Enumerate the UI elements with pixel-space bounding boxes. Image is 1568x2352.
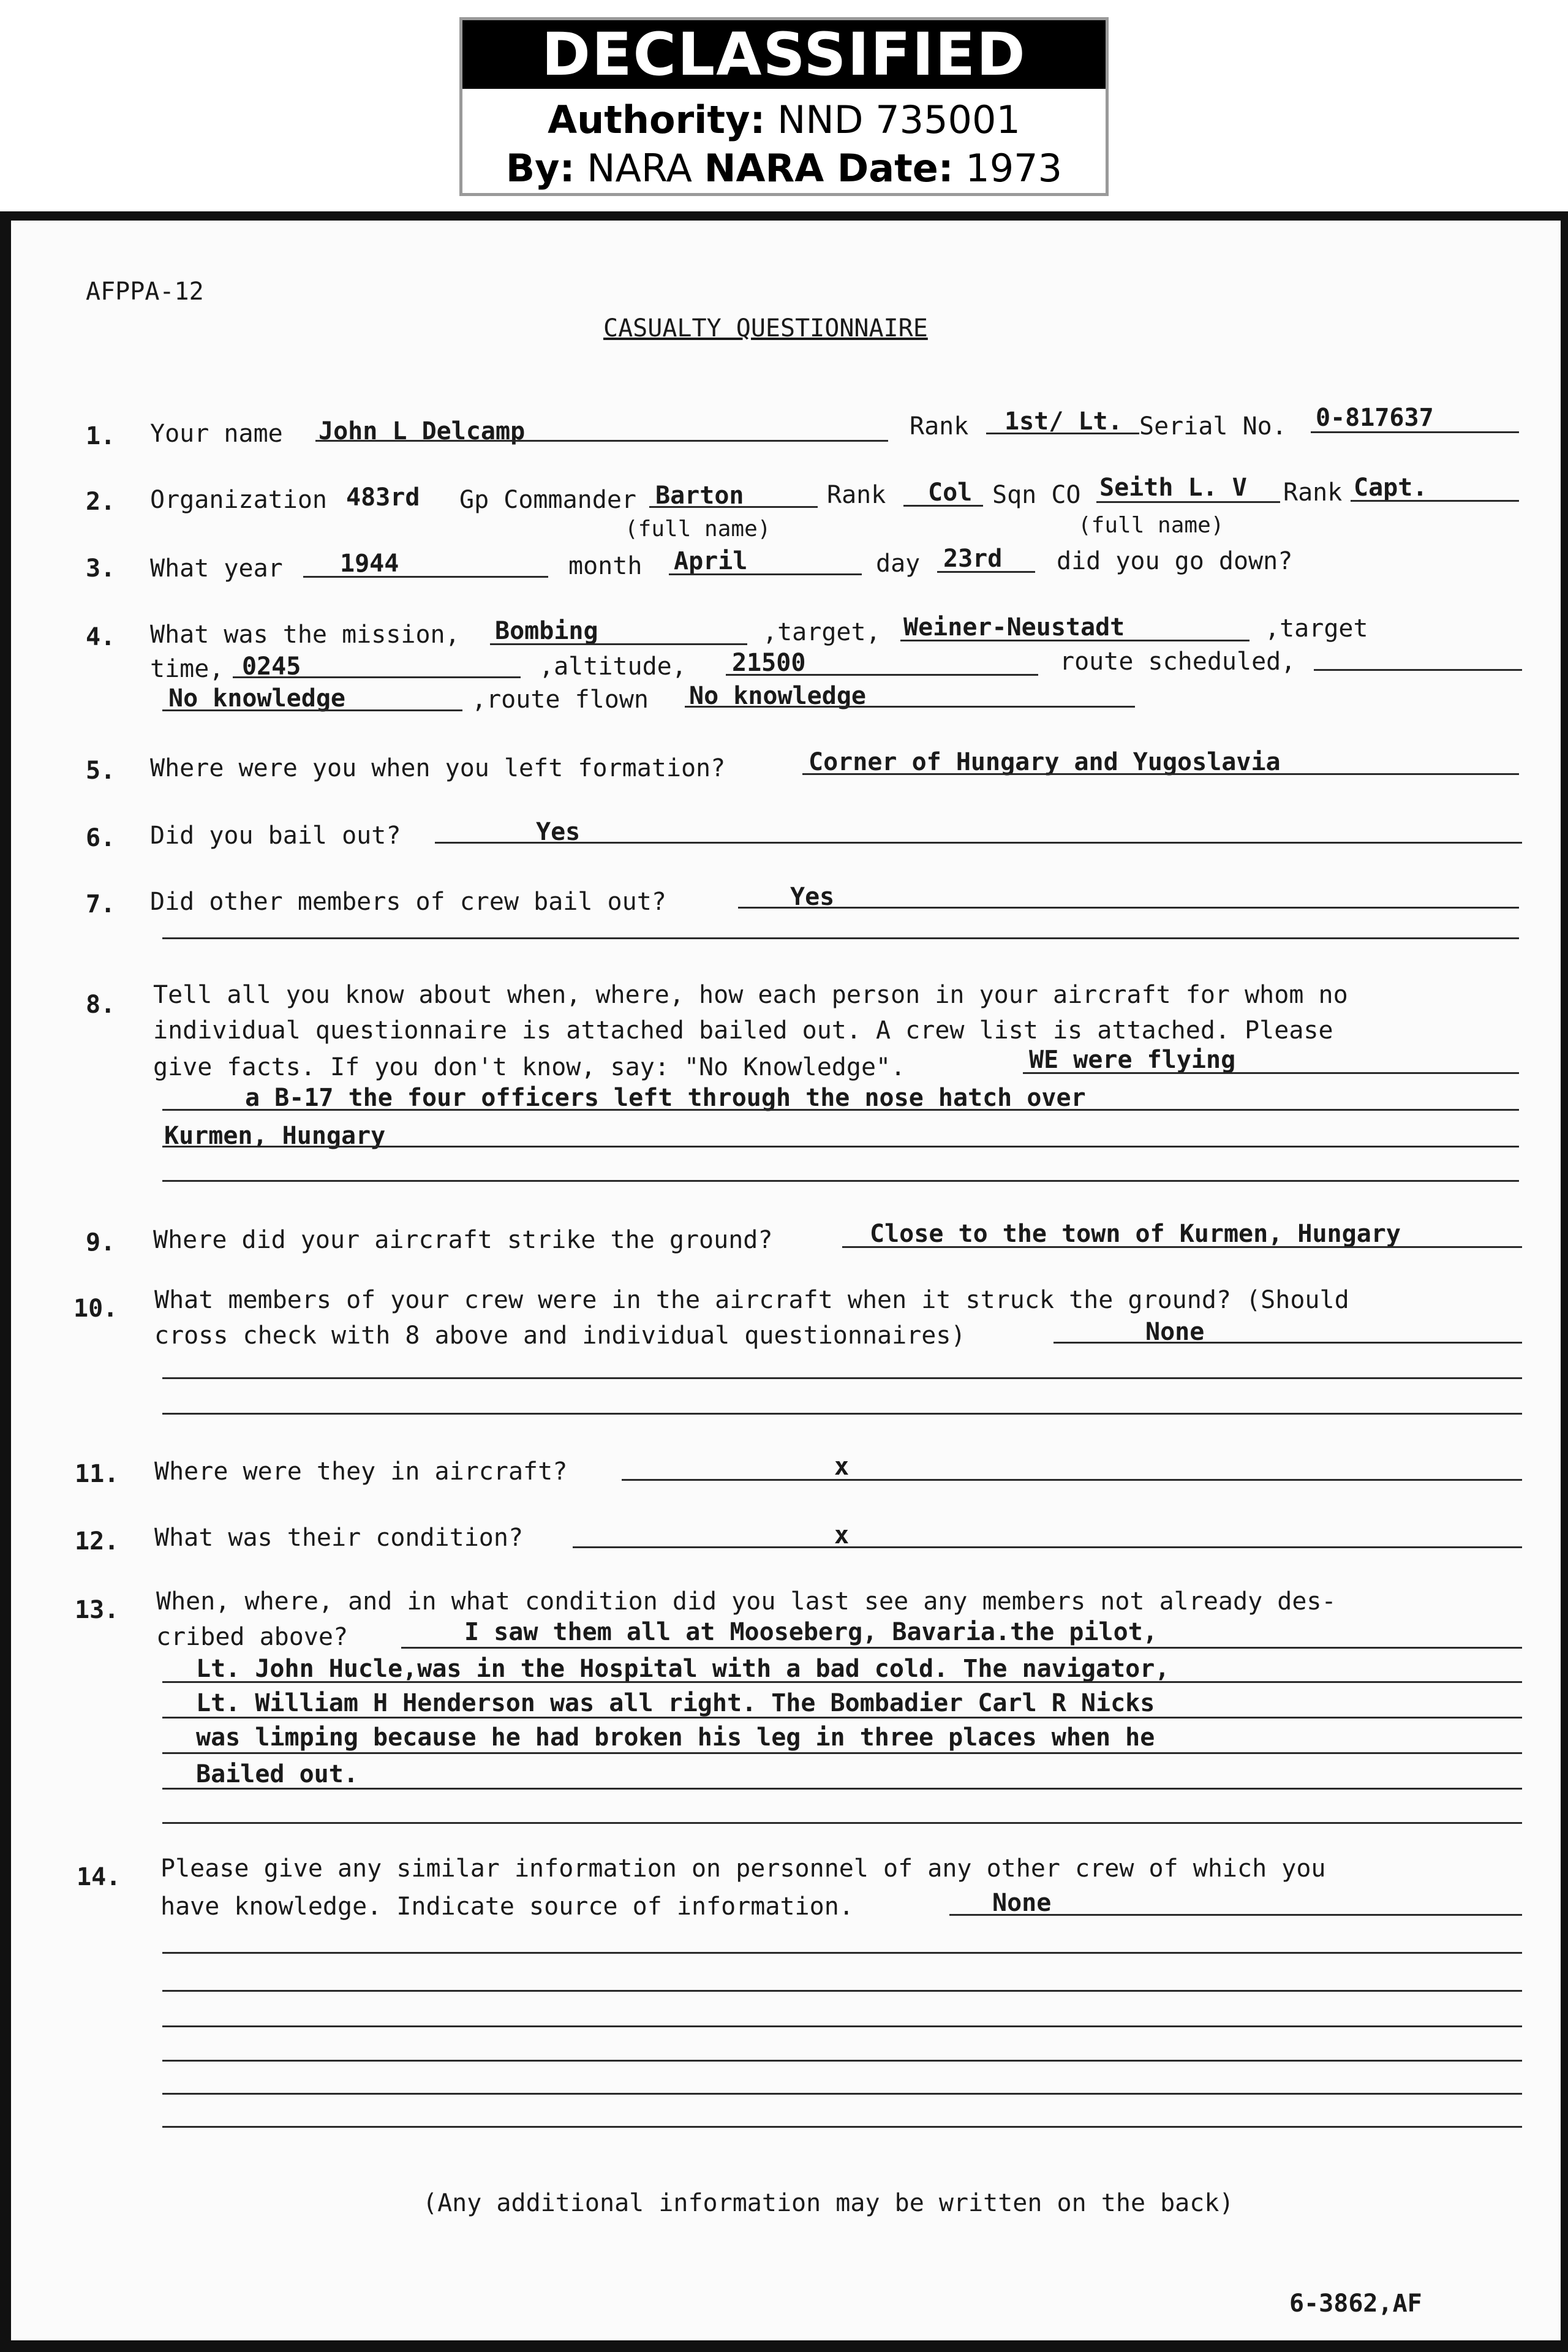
q12-value: x bbox=[834, 1521, 850, 1549]
form-title: CASUALTY QUESTIONNAIRE bbox=[603, 314, 928, 342]
q4-altitude-value: 21500 bbox=[732, 649, 806, 677]
q4-altitude-label: ,altitude, bbox=[539, 652, 687, 681]
q1-serial-value: 0-817637 bbox=[1316, 404, 1434, 432]
q14-value: None bbox=[992, 1889, 1052, 1917]
q13-line-d bbox=[162, 1752, 1522, 1754]
q10-line-b bbox=[162, 1377, 1522, 1379]
q4-altitude-line bbox=[726, 674, 1038, 676]
q6-value: Yes bbox=[536, 818, 581, 846]
stamp-authority-value: NND 735001 bbox=[777, 97, 1020, 142]
q10-number: 10. bbox=[74, 1295, 118, 1323]
q7-number: 7. bbox=[86, 890, 116, 918]
q8-line-c bbox=[162, 1146, 1519, 1148]
q8-line-d bbox=[162, 1180, 1519, 1182]
q3-month-value: April bbox=[674, 547, 748, 575]
q8-line-b bbox=[162, 1109, 1519, 1111]
q2-sqn-co-label: Sqn CO bbox=[992, 481, 1081, 509]
q1-serial-line bbox=[1311, 431, 1519, 433]
q10-value: None bbox=[1145, 1318, 1205, 1346]
q2-org-label: Organization bbox=[150, 486, 327, 514]
q13-line1: When, where, and in what condition did you last see any members not already des- bbox=[156, 1587, 1336, 1616]
q12-label: What was their condition? bbox=[154, 1524, 524, 1552]
q4-number: 4. bbox=[86, 623, 116, 651]
q2-full-name-note-1: (full name) bbox=[625, 516, 771, 542]
q13-answer-2: Lt. John Hucle,was in the Hospital with a bad cold. The navigator, bbox=[196, 1655, 1170, 1683]
q3-month-line bbox=[669, 573, 862, 575]
q8-line3: give facts. If you don't know, say: "No Knowledge". bbox=[153, 1053, 906, 1081]
q2-rank-value: Col bbox=[928, 478, 973, 507]
q2-full-name-note-2: (full name) bbox=[1078, 513, 1224, 538]
questionnaire-page bbox=[11, 221, 1561, 2340]
q7-label: Did other members of crew bail out? bbox=[150, 888, 666, 916]
q4-route-scheduled-line-2 bbox=[162, 709, 462, 711]
q12-line bbox=[573, 1546, 1522, 1548]
q13-line-e bbox=[162, 1788, 1522, 1790]
q13-line-a bbox=[401, 1647, 1522, 1649]
q9-label: Where did your aircraft strike the ground? bbox=[153, 1226, 773, 1254]
q13-answer-5: Bailed out. bbox=[196, 1760, 358, 1788]
q2-rank2-label: Rank bbox=[1283, 478, 1343, 507]
stamp-authority-line bbox=[462, 97, 1106, 142]
q8-line2: individual questionnaire is attached bailed out. A crew list is attached. Please bbox=[153, 1016, 1333, 1045]
q13-line2: cribed above? bbox=[156, 1623, 349, 1651]
q3-year-label: What year bbox=[150, 554, 283, 583]
q1-name-line bbox=[315, 440, 888, 442]
q14-line-g bbox=[162, 2126, 1522, 2128]
form-code: AFPPA-12 bbox=[86, 278, 204, 306]
q7-line bbox=[738, 907, 1519, 909]
q8-answer-2: a B-17 the four officers left through the nose hatch over bbox=[245, 1084, 1086, 1112]
q4-time-line bbox=[233, 676, 521, 678]
q2-gp-commander-line bbox=[649, 506, 818, 508]
q2-org-value: 483rd bbox=[346, 483, 420, 512]
q3-month-label: month bbox=[568, 552, 643, 580]
q14-line-b bbox=[162, 1952, 1522, 1954]
q1-name-value: John L Delcamp bbox=[318, 417, 526, 445]
q4-time-value: 0245 bbox=[242, 652, 301, 681]
q5-value: Corner of Hungary and Yugoslavia bbox=[809, 748, 1281, 776]
q10-line2: cross check with 8 above and individual questionnaires) bbox=[154, 1322, 966, 1350]
form-number: 6-3862,AF bbox=[1289, 2290, 1422, 2318]
q13-answer-1: I saw them all at Mooseberg, Bavaria.the pilot, bbox=[464, 1618, 1158, 1646]
q10-line1: What members of your crew were in the aircraft when it struck the ground? (Should bbox=[154, 1286, 1349, 1314]
q13-line-f bbox=[162, 1822, 1522, 1824]
q1-name-label: Your name bbox=[150, 420, 283, 448]
q10-line-c bbox=[162, 1413, 1522, 1415]
q2-rank2-value: Capt. bbox=[1354, 474, 1428, 502]
q1-rank-line bbox=[986, 433, 1139, 434]
q13-line-c bbox=[162, 1717, 1522, 1719]
q3-year-line bbox=[303, 576, 548, 578]
q14-line-a bbox=[949, 1914, 1522, 1916]
q11-label: Where were they in aircraft? bbox=[154, 1458, 568, 1486]
q4-target-label: ,target, bbox=[763, 618, 881, 646]
q9-value: Close to the town of Kurmen, Hungary bbox=[870, 1220, 1401, 1248]
q4-target-line bbox=[900, 640, 1250, 641]
q3-tail-text: did you go down? bbox=[1057, 547, 1293, 575]
q11-value: x bbox=[834, 1453, 850, 1481]
q7-line-2 bbox=[162, 937, 1519, 939]
q4-route-scheduled-line bbox=[1314, 669, 1522, 671]
q5-number: 5. bbox=[86, 757, 116, 785]
stamp-by-label: By: bbox=[505, 146, 575, 191]
q8-answer-3: Kurmen, Hungary bbox=[164, 1122, 386, 1150]
q14-line-c bbox=[162, 1990, 1522, 1992]
q8-line1: Tell all you know about when, where, how each person in your aircraft for whom no bbox=[153, 981, 1348, 1009]
q6-number: 6. bbox=[86, 824, 116, 852]
q3-day-value: 23rd bbox=[943, 545, 1003, 573]
q11-line bbox=[622, 1479, 1522, 1481]
q10-line-a bbox=[1054, 1342, 1522, 1344]
q9-line bbox=[842, 1246, 1522, 1248]
stamp-date-value: 1973 bbox=[965, 146, 1063, 191]
q3-day-label: day bbox=[876, 550, 921, 578]
q5-label: Where were you when you left formation? bbox=[150, 754, 726, 782]
q2-sqn-co-value: Seith L. V bbox=[1099, 474, 1247, 502]
q4-mission-value: Bombing bbox=[495, 617, 598, 645]
q2-sqn-co-line bbox=[1096, 501, 1280, 503]
q2-rank-line bbox=[903, 505, 983, 507]
q13-line-b bbox=[162, 1681, 1522, 1683]
stamp-date-label: NARA Date: bbox=[704, 146, 954, 191]
q2-rank-label: Rank bbox=[827, 481, 886, 509]
q3-year-value: 1944 bbox=[340, 550, 399, 578]
q8-line-a bbox=[1023, 1072, 1519, 1074]
q1-serial-label: Serial No. bbox=[1139, 412, 1287, 441]
q11-number: 11. bbox=[75, 1460, 119, 1488]
q13-answer-3: Lt. William H Henderson was all right. The Bombadier Carl R Nicks bbox=[196, 1689, 1155, 1717]
q4-route-scheduled-value: No knowledge bbox=[168, 684, 345, 713]
q1-rank-value: 1st/ Lt. bbox=[1005, 407, 1123, 436]
q4-target-time-label: ,target bbox=[1265, 614, 1368, 643]
q2-number: 2. bbox=[86, 488, 116, 516]
q7-value: Yes bbox=[790, 883, 835, 911]
q2-rank2-line bbox=[1351, 500, 1519, 502]
q12-number: 12. bbox=[75, 1527, 119, 1556]
q6-label: Did you bail out? bbox=[150, 822, 401, 850]
q4-mission-line bbox=[490, 643, 747, 645]
q3-number: 3. bbox=[86, 554, 116, 583]
q3-day-line bbox=[937, 571, 1035, 573]
footer-note: (Any additional information may be written on the back) bbox=[423, 2189, 1234, 2217]
q4-route-flown-label: ,route flown bbox=[472, 686, 649, 714]
q4-route-flown-value: No knowledge bbox=[689, 682, 866, 710]
declassified-stamp bbox=[459, 17, 1109, 196]
q14-line-e bbox=[162, 2060, 1522, 2062]
q5-line bbox=[802, 773, 1519, 775]
q13-answer-4: was limping because he had broken his leg in three places when he bbox=[196, 1723, 1155, 1752]
q6-line bbox=[435, 842, 1522, 844]
q1-rank-label: Rank bbox=[910, 412, 969, 441]
q8-answer-1: WE were flying bbox=[1029, 1046, 1236, 1074]
q14-line2: have knowledge. Indicate source of information. bbox=[160, 1893, 854, 1921]
stamp-authority-label: Authority: bbox=[548, 97, 766, 142]
q14-number: 14. bbox=[77, 1863, 121, 1891]
q13-number: 13. bbox=[75, 1596, 119, 1624]
stamp-by-value: NARA bbox=[587, 146, 692, 191]
q2-gp-commander-value: Barton bbox=[655, 482, 744, 510]
q1-number: 1. bbox=[86, 422, 116, 450]
q14-line1: Please give any similar information on personnel of any other crew of which you bbox=[160, 1855, 1326, 1883]
q4-mission-label: What was the mission, bbox=[150, 621, 460, 649]
q9-number: 9. bbox=[86, 1228, 116, 1257]
q4-time-label: time, bbox=[150, 655, 224, 683]
stamp-title: DECLASSIFIED bbox=[462, 20, 1106, 89]
stamp-by-line bbox=[462, 146, 1106, 191]
q2-gp-commander-label: Gp Commander bbox=[459, 486, 636, 514]
q4-route-flown-line bbox=[685, 706, 1135, 708]
q8-number: 8. bbox=[86, 991, 116, 1019]
q14-line-f bbox=[162, 2093, 1522, 2095]
q4-route-scheduled-label: route scheduled, bbox=[1060, 648, 1296, 676]
q14-line-d bbox=[162, 2025, 1522, 2027]
q4-target-value: Weiner-Neustadt bbox=[903, 613, 1125, 641]
